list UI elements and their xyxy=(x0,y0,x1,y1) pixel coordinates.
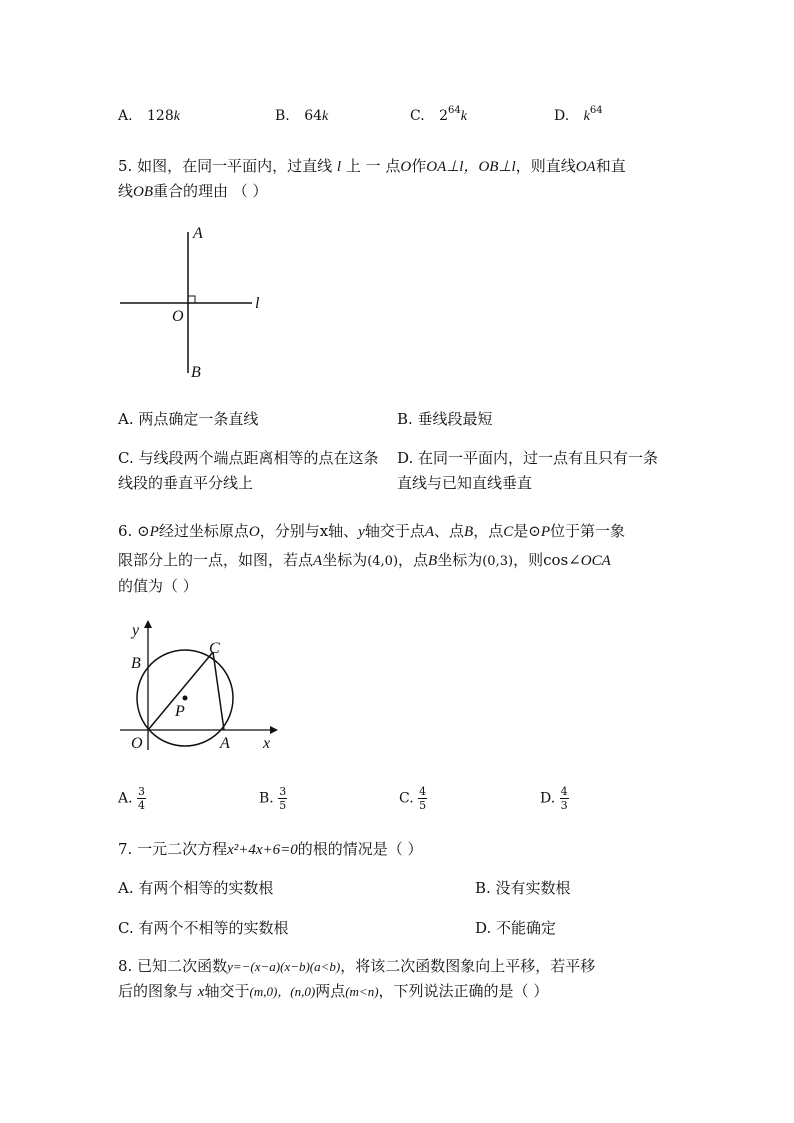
q8-stem-line2: 后的图象与 x轴交于(m,0)，(n,0)两点(m<n)，下列说法正确的是（ ） xyxy=(118,982,549,1000)
q4-option-d: D. $k^{64}$ xyxy=(554,105,603,124)
q4-option-c: C. $2^{64}k$ xyxy=(410,105,467,124)
q7-option-b: B. 没有实数根 xyxy=(475,879,571,897)
q5-option-c-line1: C. 与线段两个端点距离相等的点在这条 xyxy=(118,449,379,467)
label-b: B xyxy=(191,364,201,381)
q5-stem-line2: 线OB重合的理由 （ ） xyxy=(118,182,268,200)
q5-option-d-line2: 直线与已知直线垂直 xyxy=(397,474,533,492)
q7-stem: 7. 一元二次方程x²+4x+6=0的根的情况是（ ） xyxy=(118,840,423,858)
q4-option-a: A. 128k xyxy=(118,108,180,124)
q5-option-b: B. 垂线段最短 xyxy=(397,410,493,428)
q6-option-a: A. $\frac{3}{4}$ xyxy=(118,785,146,812)
q6-stem-line3: 的值为（ ） xyxy=(118,577,198,595)
q6-stem-line2: 限部分上的一点，如图，若点A坐标为(4,0)，点B坐标为(0,3)，则cos∠OCA xyxy=(118,551,611,569)
label-x: x xyxy=(263,735,271,752)
q5-option-a: A. 两点确定一条直线 xyxy=(118,410,259,428)
label-c: C xyxy=(209,640,220,657)
label-o: O xyxy=(131,735,143,752)
q5-option-c-line2: 线段的垂直平分线上 xyxy=(118,474,254,492)
label-o: O xyxy=(172,308,184,325)
q5-figure xyxy=(110,220,280,385)
q6-option-b: B. $\frac{3}{5}$ xyxy=(259,785,287,812)
label-a: A xyxy=(220,735,230,752)
y-axis-arrow xyxy=(144,620,152,628)
center-p xyxy=(183,696,188,701)
q5-stem-line1: 5. 如图，在同一平面内，过直线 l 上 一 点O作OA⊥l，OB⊥l，则直线OA和直 xyxy=(118,157,626,175)
label-l: l xyxy=(255,295,260,312)
q8-stem-line1: 8. 已知二次函数y=−(x−a)(x−b)(a<b)，将该二次函数图象向上平移，若平移 xyxy=(118,957,596,975)
q7-option-c: C. 有两个不相等的实数根 xyxy=(118,919,289,937)
q6-option-c: C. $\frac{4}{5}$ xyxy=(399,785,427,812)
right-angle-mark xyxy=(188,296,195,303)
q7-option-a: A. 有两个相等的实数根 xyxy=(118,879,274,897)
label-y: y xyxy=(132,622,140,639)
q7-option-d: D. 不能确定 xyxy=(475,919,557,937)
q4-option-b: B. 64k xyxy=(275,108,329,124)
q6-stem-line1: 6. ⊙P经过坐标原点O，分别与x轴、y轴交于点A、点B，点C是⊙P位于第一象 xyxy=(118,522,626,540)
q5-option-d-line1: D. 在同一平面内，过一点有且只有一条 xyxy=(397,449,659,467)
label-p: P xyxy=(175,703,185,720)
label-b: B xyxy=(131,655,141,672)
q6-figure xyxy=(110,615,290,760)
label-a: A xyxy=(193,225,203,242)
x-axis-arrow xyxy=(270,726,278,734)
q6-option-d: D. $\frac{4}{3}$ xyxy=(540,785,568,812)
